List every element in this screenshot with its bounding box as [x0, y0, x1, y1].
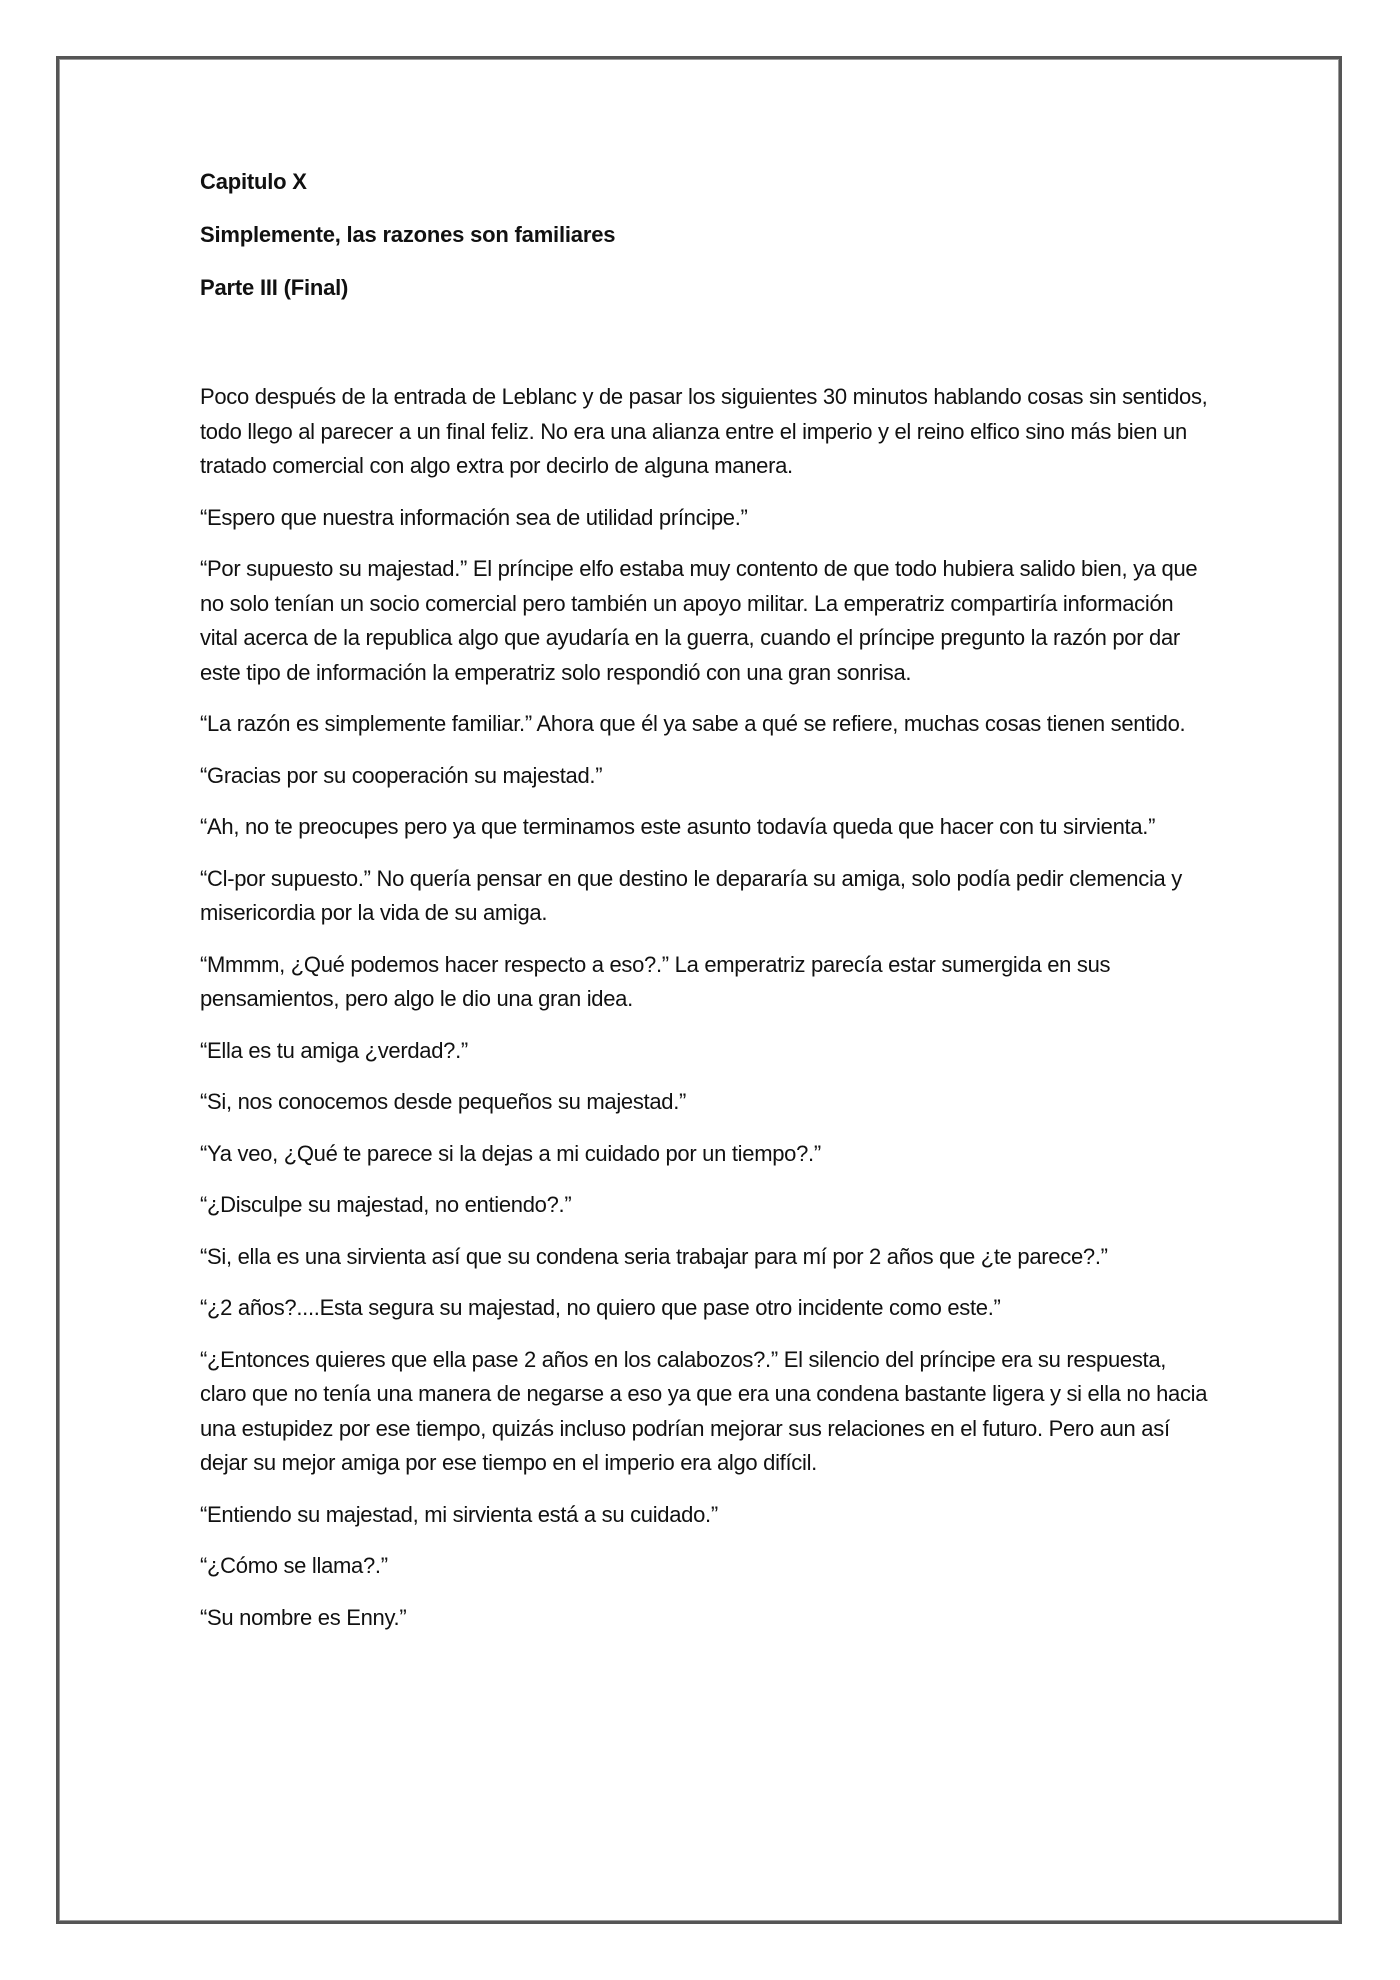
paragraph: “Entiendo su majestad, mi sirvienta está a su cuidado.” [200, 1501, 718, 1527]
paragraph: “¿Entonces quieres que ella pase 2 años en los calabozos?.” El silencio del príncipe era su respuesta, claro que no tenía una manera de negarse a eso ya que era una condena bastante ligera y si ella no hacia una estupidez por ese tiempo, quizás incluso podrían mejorar sus relaciones en el futuro. Pero aun así dejar su mejor amiga por ese tiempo en el imperio era algo difícil. [200, 1346, 1208, 1475]
paragraph: “Mmmm, ¿Qué podemos hacer respecto a eso?.” La emperatriz parecía estar sumergida en sus pensamientos, pero algo le dio una gran idea. [200, 951, 1111, 1011]
paragraph: “Espero que nuestra información sea de utilidad príncipe.” [200, 504, 748, 530]
paragraph: “Cl-por supuesto.” No quería pensar en que destino le depararía su amiga, solo podía pedir clemencia y misericordia por la vida de su amiga. [200, 865, 1182, 925]
paragraph: “¿Disculpe su majestad, no entiendo?.” [200, 1192, 572, 1217]
paragraph: “Ya veo, ¿Qué te parece si la dejas a mi cuidado por un tiempo?.” [200, 1140, 821, 1166]
chapter-part: Parte III (Final) [200, 275, 349, 300]
paragraph: “Ah, no te preocupes pero ya que terminamos este asunto todavía queda que hacer con tu sirvienta.” [200, 814, 1156, 839]
paragraph: “¿Cómo se llama?.” [200, 1553, 388, 1578]
chapter-subtitle: Simplemente, las razones son familiares [200, 222, 616, 247]
document-body [200, 168, 1210, 1652]
paragraph: “Si, ella es una sirvienta así que su condena seria trabajar para mí por 2 años que ¿te parece?.” [200, 1243, 1108, 1269]
paragraph: “Su nombre es Enny.” [200, 1604, 407, 1630]
paragraph: “Gracias por su cooperación su majestad.” [200, 762, 603, 788]
paragraph: “Si, nos conocemos desde pequeños su majestad.” [200, 1089, 687, 1114]
paragraph: “Ella es tu amiga ¿verdad?.” [200, 1037, 468, 1063]
chapter-title: Capitulo X [200, 169, 307, 194]
paragraph: “Por supuesto su majestad.” El príncipe elfo estaba muy contento de que todo hubiera salido bien, ya que no solo tenían un socio comercial pero también un apoyo militar. La emperatriz compartiría información vital acerca de la republica algo que ayudaría en la guerra, cuando el príncipe pregunto la razón por dar este tipo de información la emperatriz solo respondió con una gran sonrisa. [200, 556, 1198, 685]
paragraph: “¿2 años?....Esta segura su majestad, no quiero que pase otro incidente como este.” [200, 1295, 1001, 1320]
paragraph: “La razón es simplemente familiar.” Ahora que él ya sabe a qué se refiere, muchas cosas tienen sentido. [200, 711, 1186, 736]
paragraph: Poco después de la entrada de Leblanc y de pasar los siguientes 30 minutos hablando cosas sin sentidos, todo llego al parecer a un final feliz. No era una alianza entre el imperio y el reino elfico sino más bien un tratado comercial con algo extra por decirlo de alguna manera. [200, 384, 1208, 478]
